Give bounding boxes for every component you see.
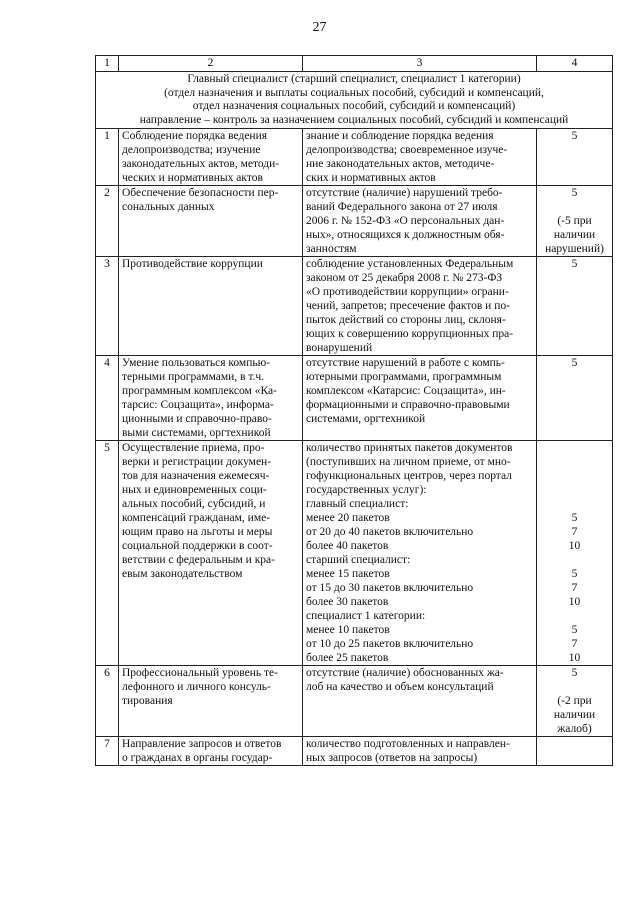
indicator-name-line: о гражданах в органы государ- bbox=[122, 752, 273, 764]
indicator-name-line: программным комплексом «Ка- bbox=[122, 385, 277, 397]
header-col-2: 2 bbox=[119, 56, 303, 72]
indicator-name bbox=[119, 129, 303, 186]
criteria-line: отсутствие (наличие) обоснованных жа- bbox=[306, 667, 504, 679]
indicator-name bbox=[119, 257, 303, 356]
section-title-line: Главный специалист (старший специалист, специалист 1 категории) bbox=[187, 73, 521, 85]
indicator-name-line: альных пособий, субсидий, и bbox=[122, 498, 266, 510]
indicator-name-line: Профессиональный уровень те- bbox=[122, 667, 278, 679]
criteria-line: менее 20 пакетов bbox=[306, 512, 390, 524]
score-line: жалоб) bbox=[557, 723, 592, 735]
indicator-name-line: ных и единовременных соци- bbox=[122, 484, 267, 496]
section-title-line: направление – контроль за назначением социальных пособий, субсидий и компенсаций bbox=[139, 113, 569, 126]
score bbox=[537, 737, 613, 766]
indicator-name-line: социальной поддержки в соот- bbox=[122, 540, 273, 552]
indicator-name-line: ческих и нормативных актов bbox=[122, 172, 263, 184]
criteria-line: более 40 пакетов bbox=[306, 540, 389, 552]
criteria-line: «О противодействии коррупции» ограни- bbox=[306, 286, 509, 298]
table-row bbox=[96, 186, 613, 257]
score-line: 5 bbox=[571, 187, 578, 199]
score-line bbox=[540, 469, 609, 483]
score-line: 7 bbox=[571, 582, 578, 594]
criteria-line: делопроизводства; своевременное изуче- bbox=[306, 144, 508, 156]
criteria-table bbox=[95, 55, 613, 766]
table-row bbox=[96, 441, 613, 666]
row-number: 2 bbox=[96, 186, 119, 257]
indicator-name-line: делопроизводства; изучение bbox=[122, 144, 261, 156]
score-line: 10 bbox=[568, 596, 581, 608]
score-line: 5 bbox=[571, 667, 578, 679]
indicator-name-line: ющим право на льготы и меры bbox=[122, 526, 273, 538]
score-line: 7 bbox=[571, 526, 578, 538]
section-title-line: (отдел назначения и выплаты социальных пособий, субсидий и компенсаций, bbox=[164, 86, 544, 99]
criteria-line: комплексом «Катарсис: Соцзащита», ин- bbox=[306, 385, 506, 397]
indicator-criteria bbox=[303, 257, 537, 356]
criteria-line: менее 15 пакетов bbox=[306, 568, 390, 580]
criteria-line: от 15 до 30 пакетов включительно bbox=[306, 582, 474, 594]
criteria-line: от 10 до 25 пакетов включительно bbox=[306, 638, 474, 650]
score-line bbox=[540, 200, 609, 214]
score-line bbox=[540, 441, 609, 455]
score-line: (-5 при bbox=[557, 215, 592, 227]
score bbox=[537, 356, 613, 441]
table-row bbox=[96, 129, 613, 186]
row-number: 5 bbox=[96, 441, 119, 666]
criteria-line: отсутствие (наличие) нарушений требо- bbox=[306, 187, 503, 199]
score-line: 5 bbox=[571, 624, 578, 636]
score bbox=[537, 186, 613, 257]
indicator-name-line: сональных данных bbox=[122, 201, 215, 213]
criteria-line: ютерными программами, программным bbox=[306, 371, 502, 383]
criteria-line: пыток действий со стороны лиц, склоня- bbox=[306, 314, 506, 326]
row-number: 1 bbox=[96, 129, 119, 186]
criteria-line: менее 10 пакетов bbox=[306, 624, 390, 636]
criteria-line: ских и нормативных актов bbox=[306, 172, 436, 184]
row-number: 4 bbox=[96, 356, 119, 441]
criteria-line: системами, оргтехникой bbox=[306, 413, 426, 425]
indicator-name-line: лефонного и личного консуль- bbox=[122, 681, 271, 693]
score bbox=[537, 257, 613, 356]
indicator-name bbox=[119, 737, 303, 766]
indicator-name-line: тирования bbox=[122, 695, 173, 707]
row-number: 3 bbox=[96, 257, 119, 356]
page-number: 27 bbox=[312, 20, 327, 35]
criteria-line: количество принятых пакетов документов bbox=[306, 442, 513, 454]
criteria-line: более 25 пакетов bbox=[306, 652, 389, 664]
criteria-line: государственных услуг): bbox=[306, 484, 427, 496]
criteria-line: лоб на качество и объем консультаций bbox=[306, 681, 494, 693]
score-line bbox=[540, 483, 609, 497]
score-line: 10 bbox=[568, 652, 581, 664]
criteria-line: количество подготовленных и направлен- bbox=[306, 738, 510, 750]
indicator-criteria bbox=[303, 129, 537, 186]
table-row bbox=[96, 257, 613, 356]
score-line: нарушений) bbox=[545, 243, 604, 255]
criteria-line: более 30 пакетов bbox=[306, 596, 389, 608]
indicator-criteria bbox=[303, 737, 537, 766]
criteria-line: ваний Федерального закона от 27 июля bbox=[306, 201, 498, 213]
score-line: (-2 при bbox=[557, 695, 592, 707]
section-title bbox=[96, 72, 613, 129]
row-number: 7 bbox=[96, 737, 119, 766]
score-line bbox=[540, 497, 609, 511]
score-line bbox=[540, 455, 609, 469]
indicator-criteria bbox=[303, 356, 537, 441]
indicator-name-line: Противодействие коррупции bbox=[122, 258, 263, 270]
table-row bbox=[96, 737, 613, 766]
indicator-name bbox=[119, 666, 303, 737]
indicator-name-line: Умение пользоваться компью- bbox=[122, 357, 271, 369]
criteria-line: 2006 г. № 152-ФЗ «О персональных дан- bbox=[306, 215, 505, 227]
indicator-criteria bbox=[303, 186, 537, 257]
criteria-line: ных», относящихся к должностным обя- bbox=[306, 229, 505, 241]
indicator-name-line: евым законодательством bbox=[122, 568, 243, 580]
score-line bbox=[540, 680, 609, 694]
header-col-4: 4 bbox=[537, 56, 613, 72]
table-header-row bbox=[96, 56, 613, 72]
indicator-name bbox=[119, 441, 303, 666]
criteria-line: отсутствие нарушений в работе с компь- bbox=[306, 357, 505, 369]
indicator-criteria bbox=[303, 441, 537, 666]
score bbox=[537, 441, 613, 666]
indicator-name bbox=[119, 356, 303, 441]
criteria-line: от 20 до 40 пакетов включительно bbox=[306, 526, 474, 538]
criteria-line: ных запросов (ответов на запросы) bbox=[306, 752, 478, 764]
criteria-line: специалист 1 категории: bbox=[306, 610, 426, 622]
indicator-name-line: Осуществление приема, про- bbox=[122, 442, 265, 454]
criteria-line: ющих к совершению коррупционных пра- bbox=[306, 328, 514, 340]
score-line: 7 bbox=[571, 638, 578, 650]
score-line: наличии bbox=[553, 229, 596, 241]
criteria-line: формационными и справочно-правовыми bbox=[306, 399, 510, 411]
criteria-line: главный специалист: bbox=[306, 498, 409, 510]
indicator-name-line: Обеспечение безопасности пер- bbox=[122, 187, 279, 199]
indicator-name-line: ционными и справочно-право- bbox=[122, 413, 272, 425]
indicator-name bbox=[119, 186, 303, 257]
indicator-name-line: верки и регистрации докумен- bbox=[122, 456, 272, 468]
score-line bbox=[540, 609, 609, 623]
indicator-name-line: компенсаций гражданам, име- bbox=[122, 512, 271, 524]
criteria-line: чений, запретов; пресечение фактов и по- bbox=[306, 300, 510, 312]
header-col-1: 1 bbox=[96, 56, 119, 72]
score-line: 5 bbox=[571, 568, 578, 580]
criteria-line: старший специалист: bbox=[306, 554, 411, 566]
criteria-line: знание и соблюдение порядка ведения bbox=[306, 130, 494, 142]
table-row bbox=[96, 666, 613, 737]
score-line: 10 bbox=[568, 540, 581, 552]
score-line bbox=[540, 553, 609, 567]
header-col-3: 3 bbox=[303, 56, 537, 72]
indicator-criteria bbox=[303, 666, 537, 737]
score-line: 5 bbox=[571, 357, 578, 369]
indicator-name-line: тов для назначения ежемесяч- bbox=[122, 470, 270, 482]
indicator-name-line: Соблюдение порядка ведения bbox=[122, 130, 268, 142]
indicator-name-line: терными программами, в т.ч. bbox=[122, 371, 265, 383]
criteria-line: вонарушений bbox=[306, 342, 373, 354]
criteria-line: законом от 25 декабря 2008 г. № 273-ФЗ bbox=[306, 272, 503, 284]
score bbox=[537, 666, 613, 737]
criteria-line: (поступивших на личном приеме, от мно- bbox=[306, 456, 511, 468]
criteria-line: занностям bbox=[306, 243, 357, 255]
score-line: наличии bbox=[553, 709, 596, 721]
indicator-name-line: выми системами, оргтехникой bbox=[122, 427, 271, 439]
row-number: 6 bbox=[96, 666, 119, 737]
indicator-name-line: ветствии с федеральным и кра- bbox=[122, 554, 275, 566]
indicator-name-line: Направление запросов и ответов bbox=[122, 738, 282, 750]
indicator-name-line: тарсис: Соцзащита», информа- bbox=[122, 399, 274, 411]
indicator-name-line: законодательных актов, методи- bbox=[122, 158, 280, 170]
section-title-line: отдел назначения социальных пособий, субсидий и компенсаций) bbox=[192, 100, 516, 112]
table-row bbox=[96, 356, 613, 441]
criteria-line: ние законодательных актов, методиче- bbox=[306, 158, 495, 170]
criteria-line: гофункциональных центров, через портал bbox=[306, 470, 512, 482]
criteria-line: соблюдение установленных Федеральным bbox=[306, 258, 514, 270]
score-line: 5 bbox=[571, 512, 578, 524]
score-line: 5 bbox=[571, 258, 578, 270]
score bbox=[537, 129, 613, 186]
section-title-row bbox=[96, 72, 613, 129]
score-line: 5 bbox=[571, 130, 578, 142]
